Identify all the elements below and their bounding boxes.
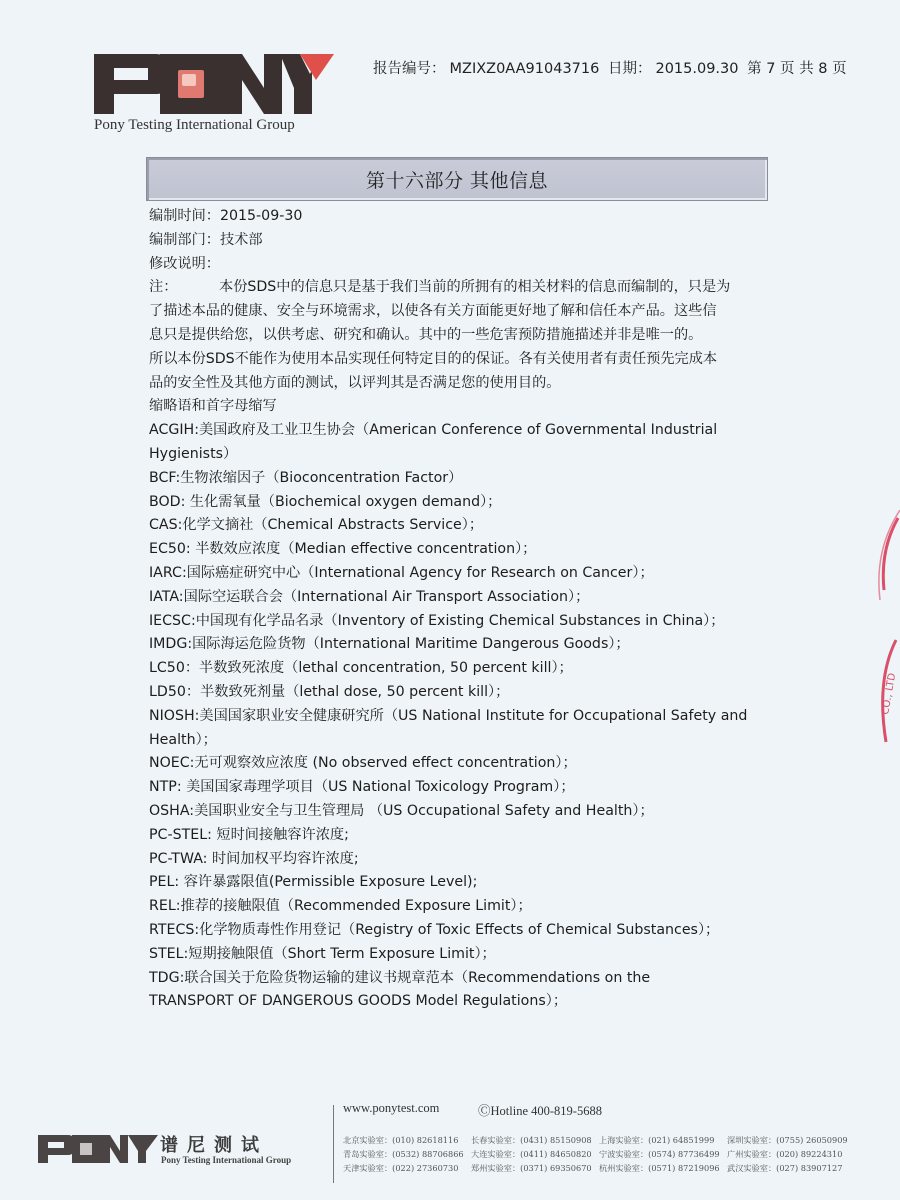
abbreviation-item: RTECS:化学物质毒性作用登记（Registry of Toxic Effects of Chemical Substances）；	[149, 921, 720, 938]
note-line: 本份SDS中的信息只是基于我们当前的所拥有的相关材料的信息而编制的，只是为	[219, 279, 731, 296]
abbreviation-item: LC50：半数致死浓度（lethal concentration, 50 percent kill）；	[149, 660, 573, 677]
abbreviation-item: TRANSPORT OF DANGEROUS GOODS Model Regulations）；	[149, 993, 568, 1010]
report-meta	[373, 57, 851, 78]
disclaimer-note	[149, 276, 774, 395]
abbreviation-item: STEL:短期接触限值（Short Term Exposure Limit）；	[149, 945, 496, 962]
note-line: 所以本份SDS不能作为使用本品实现任何特定目的的保证。各有关使用者有责任预先完成本	[149, 350, 718, 367]
pony-logo	[94, 52, 334, 116]
lab-contact: 深圳实验室：(0755) 26050909	[727, 1135, 848, 1145]
abbreviation-item: Health）；	[149, 731, 217, 748]
page-indicator: 第 7 页 共 8 页	[747, 61, 847, 77]
abbreviation-item: ACGIH:美国政府及工业卫生协会（American Conference of Governmental Industrial	[149, 422, 718, 439]
abbreviation-item: LD50：半数致死剂量（lethal dose, 50 percent kill）；	[149, 683, 510, 700]
compiled-time: 编制时间：2015-09-30	[149, 208, 303, 224]
lab-contact: 郑州实验室：(0371) 69350670	[471, 1163, 592, 1173]
lab-contact: 杭州实验室：(0571) 87219096	[599, 1163, 720, 1173]
abbreviation-item: EC50: 半数效应浓度（Median effective concentration）；	[149, 541, 537, 558]
note-line: 息只是提供给您，以供考虑、研究和确认。其中的一些危害预防措施描述并非是唯一的。	[149, 326, 703, 343]
footer-brand-cn: 谱尼测试	[160, 1135, 268, 1156]
note-line: 品的安全性及其他方面的测试，以评判其是否满足您的使用目的。	[149, 374, 561, 391]
report-number: MZIXZ0AA91043716	[449, 61, 600, 77]
abbreviation-item: TDG:联合国关于危险货物运输的建议书规章范本（Recommendations on the	[149, 969, 651, 986]
logo-subtitle: Pony Testing International Group	[94, 117, 295, 133]
abbreviations-heading: 缩略语和首字母缩写	[149, 398, 277, 415]
abbreviation-item: IARC:国际癌症研究中心（International Agency for Research on Cancer）；	[149, 564, 654, 581]
lab-contact: 广州实验室：(020) 89224310	[727, 1149, 843, 1159]
document-body	[149, 205, 774, 1014]
revision-notes: 修改说明：	[149, 255, 220, 272]
lab-contact: 上海实验室：(021) 64851999	[599, 1135, 715, 1145]
note-label: 注：	[149, 279, 178, 296]
lab-contact: 大连实验室：(0411) 84650820	[471, 1149, 592, 1159]
pony-footer-logo	[38, 1133, 158, 1165]
report-no-label: 报告编号：	[373, 61, 446, 77]
abbreviation-item: REL:推荐的接触限值（Recommended Exposure Limit）；	[149, 898, 532, 915]
section-header-bar	[146, 157, 768, 201]
abbreviation-item: PC-STEL: 短时间接触容许浓度;	[149, 826, 349, 843]
abbreviation-item: IECSC:中国现有化学品名录（Inventory of Existing Chemical Substances in China）；	[149, 612, 725, 629]
company-seal-stamp	[870, 510, 900, 750]
footer-hotline: ⒸHotline 400-819-5688	[478, 1104, 602, 1118]
lab-contact: 天津实验室：(022) 27360730	[343, 1163, 459, 1173]
lab-contact: 宁波实验室：(0574) 87736499	[599, 1149, 720, 1159]
abbreviation-item: BCF:生物浓缩因子（Bioconcentration Factor）	[149, 469, 463, 486]
abbreviation-item: OSHA:美国职业安全与卫生管理局 （US Occupational Safety and Health）；	[149, 802, 654, 819]
page-footer	[0, 1095, 900, 1200]
abbreviations-list	[149, 419, 774, 1014]
lab-contact: 长春实验室：(0431) 85150908	[471, 1135, 592, 1145]
abbreviation-item: PEL: 容许暴露限值(Permissible Exposure Level);	[149, 874, 478, 891]
report-date: 2015.09.30	[655, 61, 739, 77]
date-label: 日期：	[607, 61, 652, 77]
lab-contact: 武汉实验室：(027) 83907127	[727, 1163, 843, 1173]
section-title: 第十六部分 其他信息	[365, 169, 549, 192]
abbreviation-item: NOEC:无可观察效应浓度 (No observed effect concentration）；	[149, 755, 577, 772]
svg-text:CO., LTD: CO., LTD	[880, 672, 899, 716]
abbreviation-item: IMDG:国际海运危险货物（International Maritime Dangerous Goods）；	[149, 636, 630, 653]
footer-website-link[interactable]: www.ponytest.com	[343, 1101, 440, 1115]
lab-contacts-grid	[343, 1135, 863, 1174]
footer-brand-en: Pony Testing International Group	[161, 1155, 292, 1165]
abbreviation-item: BOD: 生化需氧量（Biochemical oxygen demand）；	[149, 493, 502, 510]
lab-contact: 北京实验室：(010) 82618116	[343, 1135, 459, 1145]
abbreviation-item: NIOSH:美国国家职业安全健康研究所（US National Institute for Occupational Safety and	[149, 707, 748, 724]
abbreviation-item: PC-TWA: 时间加权平均容许浓度;	[149, 850, 359, 867]
note-line: 了描述本品的健康、安全与环境需求，以使各有关方面能更好地了解和信任本产品。这些信	[149, 303, 717, 320]
abbreviation-item: CAS:化学文摘社（Chemical Abstracts Service）；	[149, 517, 484, 534]
lab-contact: 青岛实验室：(0532) 88706866	[343, 1149, 464, 1159]
department: 编制部门：技术部	[149, 231, 263, 248]
abbreviation-item: Hygienists）	[149, 445, 238, 462]
abbreviation-item: IATA:国际空运联合会（International Air Transport Association）；	[149, 588, 590, 605]
footer-divider	[333, 1105, 334, 1183]
abbreviation-item: NTP: 美国国家毒理学项目（US National Toxicology Program）；	[149, 779, 575, 796]
